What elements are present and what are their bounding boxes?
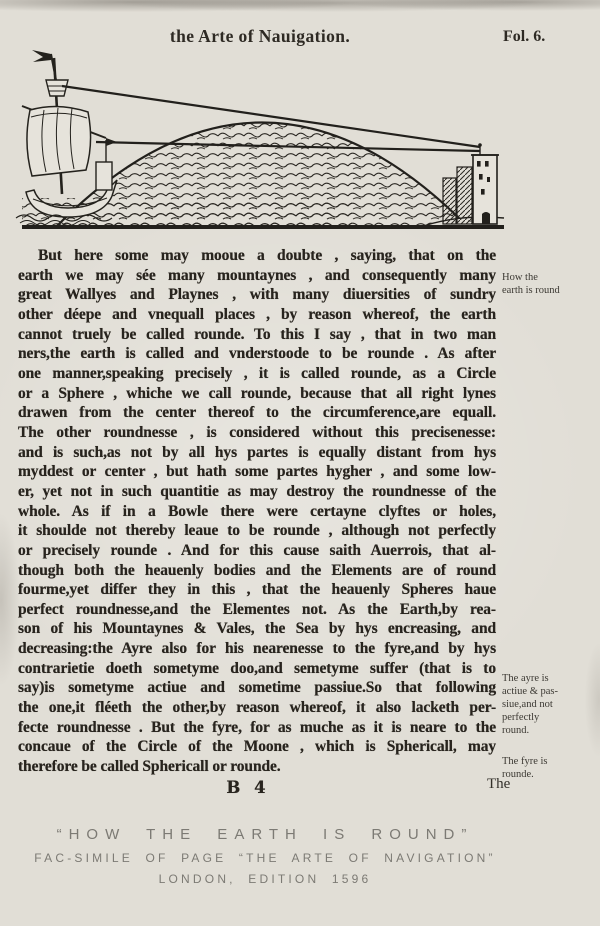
text-line: But here some may mooue a doubte , saying, that on the <box>38 247 496 264</box>
text-line: son of his Mountaynes & Vales, the Sea by hys encreasing, and <box>18 620 496 638</box>
text-line: fourme,yet differ they in this , that the heauenly Spheres haue <box>18 581 496 599</box>
margin-note-line: round. <box>502 725 530 736</box>
text-line: drawen from the center thereof to the circumference,are equall. <box>18 404 496 422</box>
margin-note-line: The fyre is <box>502 756 548 767</box>
text-line: decreasing:the Ayre also for his nearenesse to the fyre,and by hys <box>18 640 496 658</box>
text-line: perfect roundnesse,and the Elementes not. As the Earth,by rea- <box>18 600 496 618</box>
text-line: and is such,as not by all hys partes is equally distant from hys <box>18 443 496 461</box>
margin-note-line: The ayre is <box>502 673 549 684</box>
text-line: or a Sphere , whiche we call rounde, because that all right lynes <box>18 384 496 402</box>
running-title: the Arte of Nauigation. <box>169 26 351 46</box>
text-line: therefore be called Sphericall or rounde. <box>18 758 281 776</box>
text-line: concaue of the Circle of the Moone , which is Sphericall, may <box>18 738 496 756</box>
text-line: ners,the earth is called and vnderstoode to be rounde . As after <box>18 345 496 363</box>
text-line: great Wallyes and Playnes , with many diuersities of sundry <box>18 286 496 304</box>
margin-note-line: earth is round <box>502 285 560 296</box>
text-line: whole. As if in a Bowle there were certayne clyftes or holes, <box>18 502 496 520</box>
text-line: earth we may sée many mountaynes , and consequently many <box>18 266 496 284</box>
catchword: The <box>487 776 511 792</box>
tower-figure <box>443 143 499 224</box>
margin-note-earth-round <box>502 271 597 297</box>
margin-note-line: How the <box>502 272 538 283</box>
text-line: one manner,speaking precisely , it is called rounde, as a Circle <box>18 364 496 382</box>
text-line: fecte roundnesse . But the fyre, for as muche as it is neare to the <box>18 718 496 736</box>
text-line: though both the heauenly bodies and the Elements are of round <box>18 561 496 579</box>
text-line: the one,it fléeth the other,by reason whereof, it also lacketh per- <box>18 699 496 717</box>
caption-subtitle: FAC-SIMILE OF PAGE “THE ARTE OF NAVIGATION” <box>34 851 496 865</box>
body-text <box>18 246 496 777</box>
margin-note-line: rounde. <box>502 769 534 780</box>
signature-mark: B 4 <box>226 778 270 797</box>
text-line: other déepe and vnequall places , by reason whereof, the earth <box>18 305 496 323</box>
margin-note-fyre <box>502 755 597 781</box>
text-line: The other roundnesse , is considered without this precisenesse: <box>18 423 496 441</box>
margin-note-line: actiue & pas- <box>502 686 558 697</box>
folio-number: Fol. 6. <box>503 28 546 45</box>
text-line: er, yet not in such quantitie as may destroy the roundnesse of the <box>18 482 496 500</box>
text-line: contrarietie doeth sometyme doo,and semetyme suffer (that is to <box>18 659 496 677</box>
text-line: cannot truely be called rounde. To this I say , that in two man <box>18 325 496 343</box>
margin-note-line: perfectly <box>502 712 540 723</box>
caption-block <box>0 826 530 886</box>
caption-title: “HOW THE EARTH IS ROUND” <box>56 826 474 843</box>
text-line: say)is sometyme actiue and sometime passiue.So that following <box>18 679 496 697</box>
margin-note-line: siue,and not <box>502 699 553 710</box>
margin-note-ayre <box>502 672 597 737</box>
text-line: it shoulde not thereby leaue to be rounde , although not perfectly <box>18 522 496 540</box>
woodcut-illustration <box>10 50 510 236</box>
text-line: myddest or center , but hath some partes hygher , and some low- <box>18 463 496 481</box>
caption-edition: LONDON, EDITION 1596 <box>158 872 372 886</box>
text-line: or precisely rounde . And for this cause saith Auerrois, that al- <box>18 541 496 559</box>
